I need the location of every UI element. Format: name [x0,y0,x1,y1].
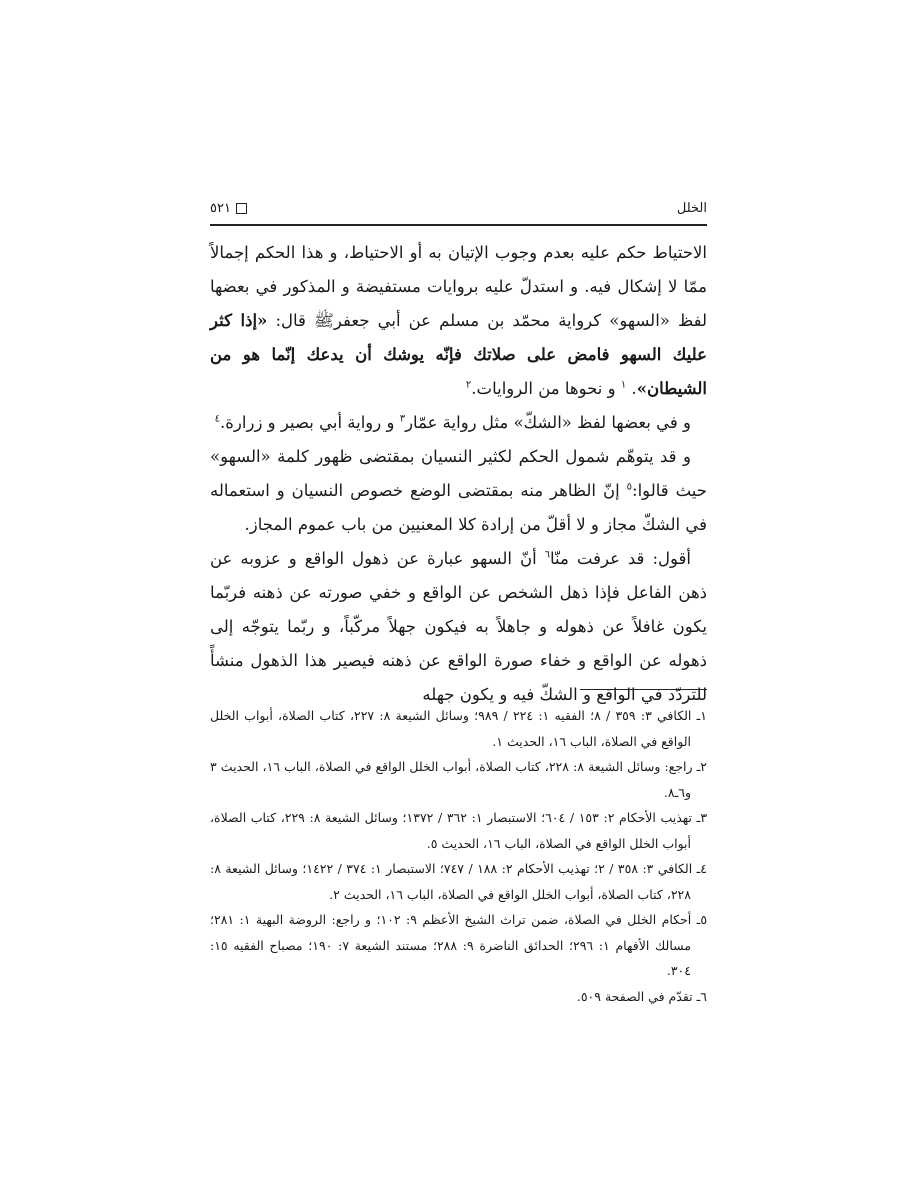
footnote-ref-3[interactable]: ٣ [399,413,406,425]
footnote-ref-2[interactable]: ٢ [465,379,472,391]
paragraph-2-text: و في بعضها لفظ «الشكّ» مثل رواية عمّار [405,413,691,432]
footnote-4: ٤ـ الكافي ٣: ٣٥٨ / ٢؛ تهذيب الأحكام ٢: ١٨٨ / ٧٤٧؛ الاستبصار ١: ٣٧٤ / ١٤٢٢؛ وسائل الشيعة ٨: ٢٢٨، كتاب الصلاة، أبواب الخلل الواقع في الصلاة، الباب ١٦، الحديث ٢. [210,861,707,902]
footnote-separator [580,689,707,690]
paragraph-2 [210,406,707,440]
paragraph-4-text-b: أنّ السهو عبارة عن ذهول الواقع و عزوبه عن ذهن الفاعل فإذا ذهل الشخص عن الواقع و خفي صورته عن ذهنه فربّما يكون غافلاً عن ذهوله و جاهلاً به فيكون جهلاً مركّباً، و ربّما يتوجّه إلى ذهوله عن الواقع و خفاء صورة الواقع عن ذهنه فيصير هذا الذهول منشأً للتردّد في الواقع و الشكّ فيه و يكون جهله [210,549,707,704]
chapter-title: الخلل [676,201,707,216]
footnote-ref-6[interactable]: ٦ [544,549,551,561]
page-number-value: ٥٢١ [210,201,231,216]
page-number [210,201,247,216]
paragraph-1 [210,236,707,406]
main-text [210,236,707,712]
paragraph-3-text: و قد يتوهّم شمول الحكم لكثير النسيان بمقتضى ظهور كلمة «السهو» حيث قالوا: [210,447,707,500]
paragraph-1-text: الاحتياط حكم عليه بعدم وجوب الإتيان به أو الاحتياط، و هذا الحكم إجمالاً ممّا لا إشكال فيه. و استدلّ عليه بروايات مستفيضة و المذكور في بعضها لفظ «السهو» كرواية محمّد بن مسلم عن أبي جعفرﷺ قال: [210,243,707,330]
paragraph-3-text-b: إنّ الظاهر منه بمقتضى الوضع خصوص النسيان و استعماله في الشكّ مجاز و لا أقلّ من إرادة كلا المعنيين من باب عموم المجاز. [210,481,707,534]
footnote-2: ٢ـ راجع: وسائل الشيعة ٨: ٢٢٨، كتاب الصلاة، أبواب الخلل الواقع في الصلاة، الباب ١٦، الحديث ٣ و٦ـ٨. [210,759,708,800]
footnote-ref-1[interactable]: ١ [620,379,627,391]
footnote-3: ٣ـ تهذيب الأحكام ٢: ١٥٣ / ٦٠٤؛ الاستبصار ١: ٣٦٢ / ١٣٧٢؛ وسائل الشيعة ٨: ٢٢٩، كتاب الصلاة، أبواب الخلل الواقع في الصلاة، الباب ١٦، الحديث ٥. [210,810,708,851]
footnotes [210,703,707,1009]
paragraph-1-text-b: . [626,379,637,398]
square-ornament-icon [236,203,247,214]
footnote-6: ٦ـ تقدّم في الصفحة ٥٠٩. [576,988,707,1004]
page-header [210,199,707,225]
footnote-ref-5[interactable]: ٥ [626,481,633,493]
footnote-1: ١ـ الكافي ٣: ٣٥٩ / ٨؛ الفقيه ١: ٢٢٤ / ٩٨٩؛ وسائل الشيعة ٨: ٢٢٧، كتاب الصلاة، أبواب الخلل الواقع في الصلاة، الباب ١٦، الحديث ١. [210,708,707,749]
header-rule [210,224,707,226]
paragraph-1-text-c: و نحوها من الروايات. [471,379,621,398]
hadith-quote: «إذا كثر عليك السهو فامض على صلاتك فإنّه يوشك أن يدعك إنّما هو من الشيطان» [210,311,707,398]
paragraph-2-text-b: و رواية أبي بصير و زرارة. [220,413,400,432]
paragraph-3 [210,440,707,542]
paragraph-4 [210,542,707,712]
paragraph-4-text: أقول: قد عرفت منّا [550,549,691,568]
footnote-ref-4[interactable]: ٤ [214,413,221,425]
footnote-5: ٥ـ أحكام الخلل في الصلاة، ضمن تراث الشيخ الأعظم ٩: ١٠٢؛ و راجع: الروضة البهية ١: ٢٨١؛ مسالك الأفهام ١: ٢٩٦؛ الحدائق الناضرة ٩: ٢٨٨؛ مستند الشيعة ٧: ١٩٠؛ مصباح الفقيه ١٥: ٣٠٤. [210,912,708,978]
